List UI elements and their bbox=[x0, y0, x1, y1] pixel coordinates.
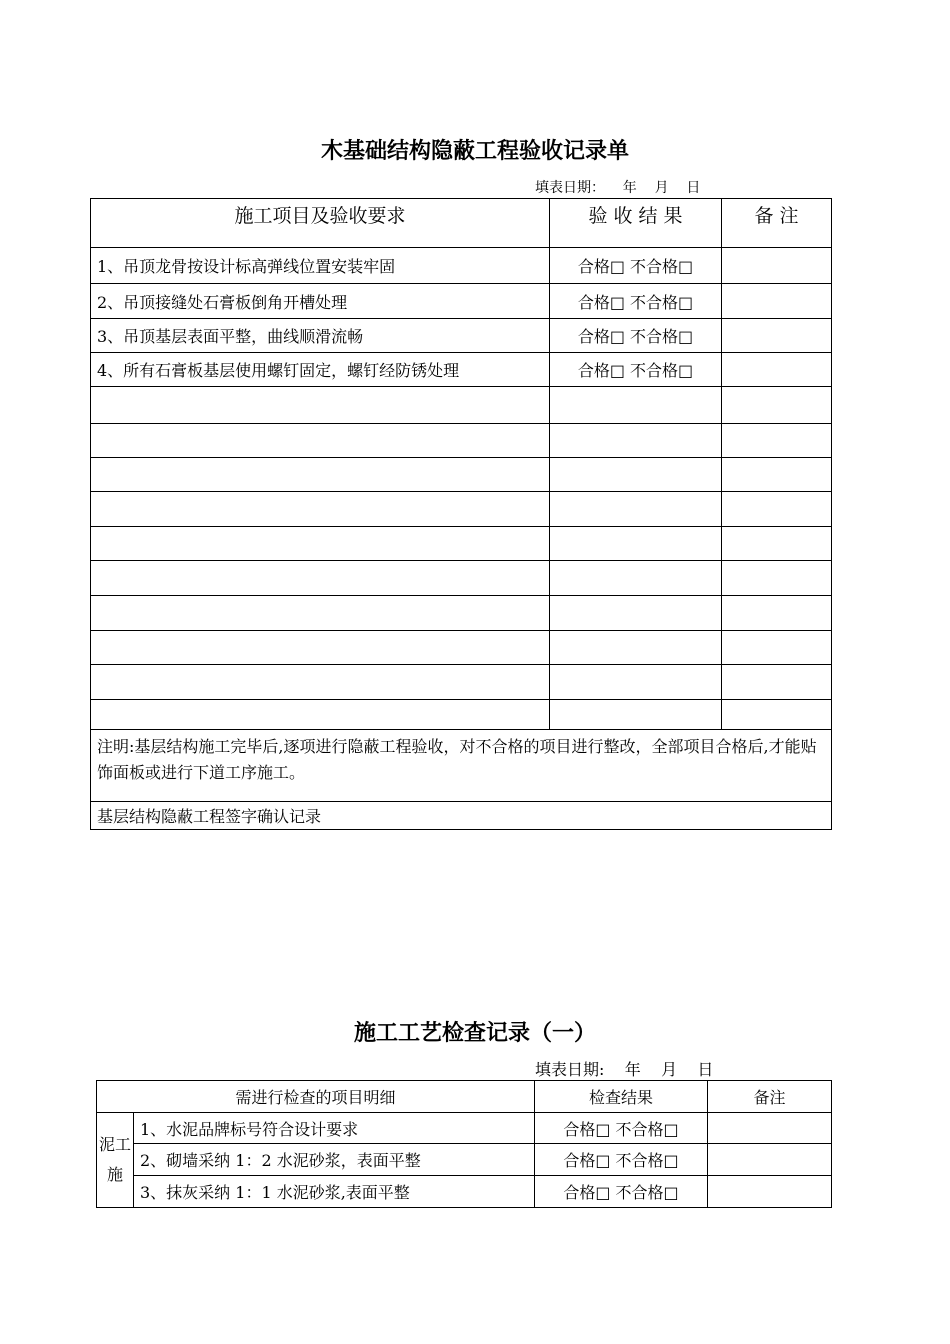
row-item: 2、吊顶接缝处石膏板倒角开槽处理 bbox=[91, 284, 550, 319]
row-remark[interactable] bbox=[722, 248, 832, 284]
row-result-checkbox[interactable]: 合格□ 不合格□ bbox=[550, 353, 722, 387]
note-row bbox=[91, 730, 832, 802]
form2-table bbox=[96, 1080, 832, 1208]
signature-row bbox=[91, 802, 832, 830]
empty-cell[interactable] bbox=[550, 561, 722, 596]
empty-row bbox=[91, 492, 832, 527]
form1-title: 木基础结构隐蔽工程验收记录单 bbox=[320, 138, 629, 164]
row-remark[interactable] bbox=[722, 284, 832, 319]
empty-cell[interactable] bbox=[722, 387, 832, 424]
empty-cell[interactable] bbox=[91, 665, 550, 700]
header-item: 需进行检查的项目明细 bbox=[97, 1081, 535, 1113]
row-result-checkbox[interactable]: 合格□ 不合格□ bbox=[535, 1113, 708, 1144]
empty-cell[interactable] bbox=[722, 424, 832, 458]
row-result-checkbox[interactable]: 合格□ 不合格□ bbox=[535, 1176, 708, 1208]
form2-title: 施工工艺检查记录（一） bbox=[353, 1020, 596, 1046]
table-row bbox=[91, 353, 832, 387]
row-result-checkbox[interactable]: 合格□ 不合格□ bbox=[550, 284, 722, 319]
empty-cell[interactable] bbox=[550, 596, 722, 631]
header-result: 验 收 结 果 bbox=[550, 199, 722, 248]
header-remark: 备注 bbox=[708, 1081, 832, 1113]
row-item: 3、吊顶基层表面平整，曲线顺滑流畅 bbox=[91, 319, 550, 353]
empty-row bbox=[91, 458, 832, 492]
category-label: 泥工施 bbox=[97, 1113, 134, 1208]
empty-cell[interactable] bbox=[550, 631, 722, 665]
row-result-checkbox[interactable]: 合格□ 不合格□ bbox=[535, 1144, 708, 1176]
empty-cell[interactable] bbox=[91, 387, 550, 424]
table-row bbox=[91, 319, 832, 353]
row-item: 2、砌墙采纳 1：2 水泥砂浆，表面平整 bbox=[134, 1144, 535, 1176]
signature-label: 基层结构隐蔽工程签字确认记录 bbox=[91, 802, 832, 830]
row-remark[interactable] bbox=[722, 319, 832, 353]
row-remark[interactable] bbox=[722, 353, 832, 387]
empty-cell[interactable] bbox=[722, 596, 832, 631]
form1-header-row bbox=[91, 199, 832, 248]
empty-cell[interactable] bbox=[91, 458, 550, 492]
empty-cell[interactable] bbox=[91, 424, 550, 458]
empty-cell[interactable] bbox=[550, 458, 722, 492]
empty-cell[interactable] bbox=[722, 631, 832, 665]
row-result-checkbox[interactable]: 合格□ 不合格□ bbox=[550, 248, 722, 284]
table-row bbox=[97, 1113, 832, 1144]
empty-cell[interactable] bbox=[722, 561, 832, 596]
empty-row bbox=[91, 665, 832, 700]
empty-cell[interactable] bbox=[550, 527, 722, 561]
form2-date-line: 填表日期: 年 月 日 bbox=[535, 1060, 714, 1079]
table-row bbox=[91, 284, 832, 319]
empty-cell[interactable] bbox=[550, 387, 722, 424]
row-item: 1、吊顶龙骨按设计标高弹线位置安装牢固 bbox=[91, 248, 550, 284]
empty-cell[interactable] bbox=[722, 458, 832, 492]
empty-row bbox=[91, 527, 832, 561]
form1-date-line: 填表日期： 年 月 日 bbox=[535, 180, 701, 196]
empty-row bbox=[91, 561, 832, 596]
empty-cell[interactable] bbox=[722, 700, 832, 730]
empty-cell[interactable] bbox=[91, 561, 550, 596]
table-row bbox=[91, 248, 832, 284]
empty-cell[interactable] bbox=[550, 424, 722, 458]
form1-table bbox=[90, 198, 832, 830]
row-remark[interactable] bbox=[708, 1144, 832, 1176]
empty-row bbox=[91, 424, 832, 458]
empty-cell[interactable] bbox=[91, 596, 550, 631]
header-result: 检查结果 bbox=[535, 1081, 708, 1113]
empty-cell[interactable] bbox=[722, 665, 832, 700]
empty-cell[interactable] bbox=[91, 527, 550, 561]
empty-cell[interactable] bbox=[91, 700, 550, 730]
row-item: 4、所有石膏板基层使用螺钉固定，螺钉经防锈处理 bbox=[91, 353, 550, 387]
row-item: 3、抹灰采纳 1：1 水泥砂浆,表面平整 bbox=[134, 1176, 535, 1208]
header-remark: 备 注 bbox=[722, 199, 832, 248]
empty-row bbox=[91, 596, 832, 631]
empty-cell[interactable] bbox=[550, 665, 722, 700]
note-text: 注明:基层结构施工完毕后,逐项进行隐蔽工程验收，对不合格的项目进行整改，全部项目合格后,才能贴饰面板或进行下道工序施工。 bbox=[91, 730, 832, 802]
table-row bbox=[97, 1176, 832, 1208]
empty-row bbox=[91, 387, 832, 424]
row-remark[interactable] bbox=[708, 1113, 832, 1144]
empty-cell[interactable] bbox=[550, 492, 722, 527]
table-row bbox=[97, 1144, 832, 1176]
empty-cell[interactable] bbox=[722, 527, 832, 561]
row-item: 1、水泥品牌标号符合设计要求 bbox=[134, 1113, 535, 1144]
empty-cell[interactable] bbox=[722, 492, 832, 527]
empty-row bbox=[91, 631, 832, 665]
empty-cell[interactable] bbox=[91, 631, 550, 665]
form2-header-row bbox=[97, 1081, 832, 1113]
empty-cell[interactable] bbox=[91, 492, 550, 527]
empty-cell[interactable] bbox=[550, 700, 722, 730]
row-remark[interactable] bbox=[708, 1176, 832, 1208]
header-item: 施工项目及验收要求 bbox=[91, 199, 550, 248]
empty-row bbox=[91, 700, 832, 730]
row-result-checkbox[interactable]: 合格□ 不合格□ bbox=[550, 319, 722, 353]
